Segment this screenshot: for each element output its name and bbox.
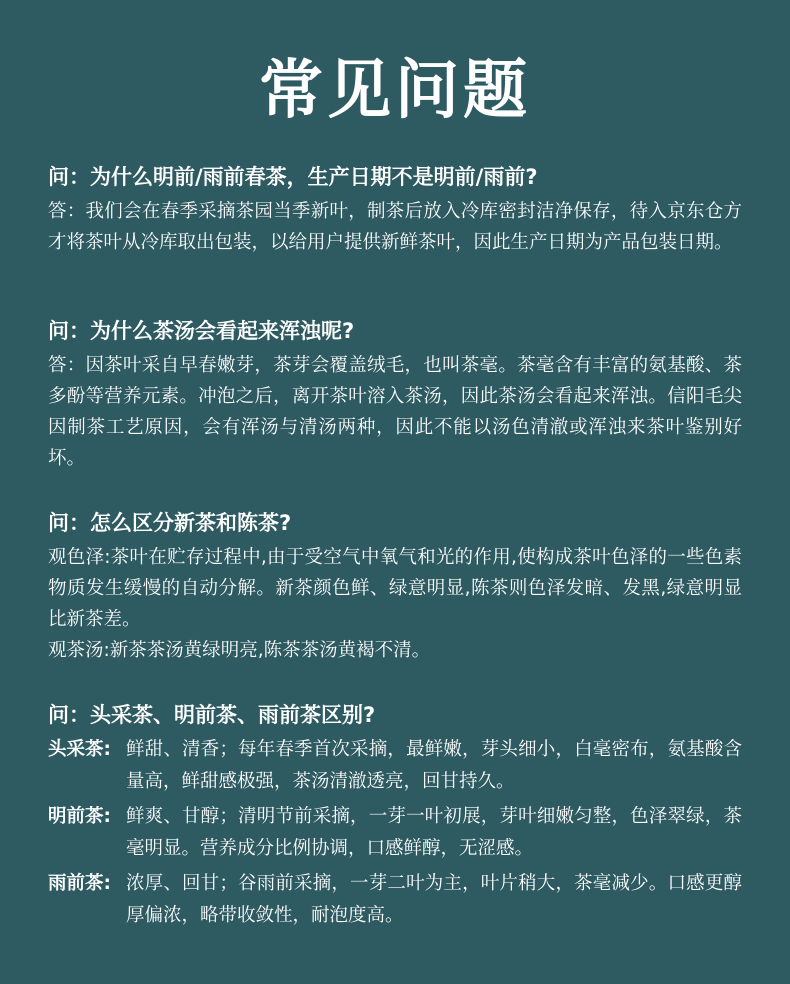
faq-answer: 观色泽:茶叶在贮存过程中,由于受空气中氧气和光的作用,使构成茶叶色泽的一些色素物质发生缓慢的自动分解。新茶颜色鲜、绿意明显,陈茶则色泽发暗、发黑,绿意明显比新茶差。	[48, 547, 742, 630]
faq-question: 问：怎么区分新茶和陈茶?	[48, 511, 292, 535]
page-title: 常见问题	[259, 53, 531, 128]
faq-question: 问：为什么茶汤会看起来浑浊呢?	[48, 319, 355, 343]
tea-term-text: 鲜爽、甘醇；清明节前采摘，一芽一叶初展，芽叶细嫩匀整，色泽翠绿，茶毫明显。营养成分比例协调，口感鲜醇，无涩感。	[126, 806, 742, 859]
faq-answer: 答：我们会在春季采摘茶园当季新叶，制茶后放入冷库密封洁净保存，待入京东仓方才将茶叶从冷库取出包装，以给用户提供新鲜茶叶，因此生产日期为产品包装日期。	[48, 201, 742, 253]
faq-item	[48, 316, 742, 474]
faq-answer: 答：因茶叶采自早春嫩芽，茶芽会覆盖绒毛，也叫茶毫。茶毫含有丰富的氨基酸、茶多酚等营养元素。冲泡之后，离开茶叶溶入茶汤，因此茶汤会看起来浑浊。信阳毛尖因制茶工艺原因，会有浑汤与清汤两种，因此不能以汤色清澈或浑浊来茶叶鉴别好坏。	[48, 355, 742, 469]
faq-question: 问：为什么明前/雨前春茶，生产日期不是明前/雨前?	[48, 165, 538, 189]
faq-item	[48, 508, 742, 666]
faq-item	[48, 700, 742, 932]
tea-term-label: 明前茶:	[48, 806, 111, 827]
tea-term-label: 头采茶:	[48, 739, 111, 760]
tea-term-text: 浓厚、回甘；谷雨前采摘，一芽二叶为主，叶片稍大，茶毫减少。口感更醇厚偏浓，略带收敛性，耐泡度高。	[126, 873, 742, 926]
tea-term-row	[48, 734, 742, 798]
faq-item	[48, 162, 742, 258]
tea-term-row	[48, 868, 742, 932]
tea-term-text: 鲜甜、清香；每年春季首次采摘，最鲜嫩，芽头细小，白毫密布，氨基酸含量高，鲜甜感极强，茶汤清澈透亮，回甘持久。	[126, 739, 742, 792]
tea-term-row	[48, 801, 742, 865]
faq-answer-extra: 观茶汤:新茶茶汤黄绿明亮,陈茶茶汤黄褐不清。	[48, 640, 431, 661]
faq-question: 问：头采茶、明前茶、雨前茶区别?	[48, 703, 376, 727]
tea-term-label: 雨前茶:	[48, 873, 111, 894]
